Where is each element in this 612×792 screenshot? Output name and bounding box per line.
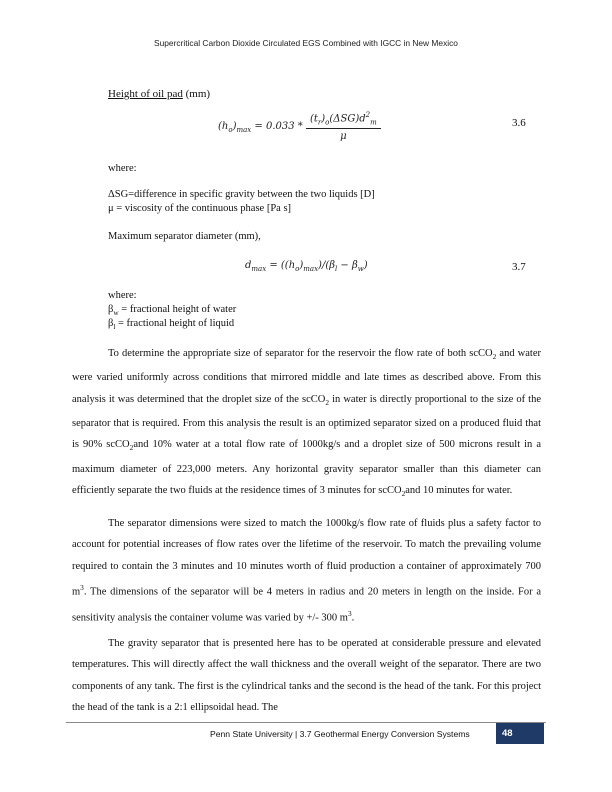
where-label-1: where: xyxy=(108,163,137,174)
equation-number-3-6: 3.6 xyxy=(512,117,526,129)
definition-beta-w: $\beta_w$ = fractional height of water xyxy=(108,304,237,318)
running-header: Supercritical Carbon Dioxide Circulated EGS Combined with IGCC in New Mexico xyxy=(154,38,458,48)
paragraph-2: The separator dimensions were sized to match the 1000kg/s flow rate of fluids plus a safety factor to account for potential increases of flow rates over the lifetime of the reservoir. To match the prevailing volume required to contain the 3 minutes and 10 minutes worth of fluid production a container of approximately 700 $m^3$. The dimensions of the separator will be 4 meters in radius and 20 meters in length on the inside. For a sensitivity analysis the container volume was varied by +/- 300 $m^3$. xyxy=(72,518,541,624)
eq36-numerator: $(t_r)_o(\Delta SG)d^2_m$ xyxy=(306,111,381,129)
eq36-lhs: $(h_o)_{max}$ xyxy=(218,121,252,135)
section-title-text: Height of oil pad xyxy=(108,88,183,100)
eq36-fraction xyxy=(306,111,381,142)
equation-number-3-7: 3.7 xyxy=(512,261,526,273)
page-number-badge: 48 xyxy=(496,723,544,744)
max-diameter-label: Maximum separator diameter (mm), xyxy=(108,231,261,242)
definition-mu: μ = viscosity of the continuous phase [Pa s] xyxy=(108,203,292,214)
where-label-2: where: xyxy=(108,290,137,301)
definition-beta-l: $\beta_l$ = fractional height of liquid xyxy=(108,318,235,332)
section-title xyxy=(108,88,210,100)
definition-delta-sg: ΔSG=difference in specific gravity between the two liquids [D] xyxy=(108,189,375,200)
equation-3-6 xyxy=(218,111,381,142)
footer-text: Penn State University | 3.7 Geothermal Energy Conversion Systems xyxy=(210,729,470,739)
eq36-denominator: μ xyxy=(340,131,347,143)
paragraph-3: The gravity separator that is presented here has to be operated at considerable pressure and elevated temperatures. This will directly affect the wall thickness and the overall weight of the separator. There are two components of any tank. The first is the cylindrical tanks and the second is the head of the tank. For this project the head of the tank is a 2:1 ellipsoidal head. The xyxy=(72,638,541,713)
footer-divider xyxy=(66,722,546,723)
eq36-equals: = 0.033 * xyxy=(251,121,306,133)
section-title-unit: (mm) xyxy=(182,88,211,100)
paragraph-1: To determine the appropriate size of separator for the reservoir the flow rate of both scCO$_2$ and water were varied uniformly across conditions that mirrored middle and late times as described above. From this analysis it was determined that the droplet size of the scCO$_2$ in water is directly proportional to the size of the separator that is required. From this analysis the result is an optimized separator sized on a produced fluid that is 90% scCO$_2$and 10% water at a total flow rate of 1000kg/s and a droplet size of 500 microns result in a maximum diameter of 223,000 meters. Any horizontal gravity separator smaller than this diameter can efficiently separate the two fluids at the residence times of 3 minutes for scCO$_2$and 10 minutes for water. xyxy=(72,348,541,499)
equation-3-7: $d_{max} = ((h_o)_{max})/(\beta_l - \beta_w)$ xyxy=(245,260,368,273)
